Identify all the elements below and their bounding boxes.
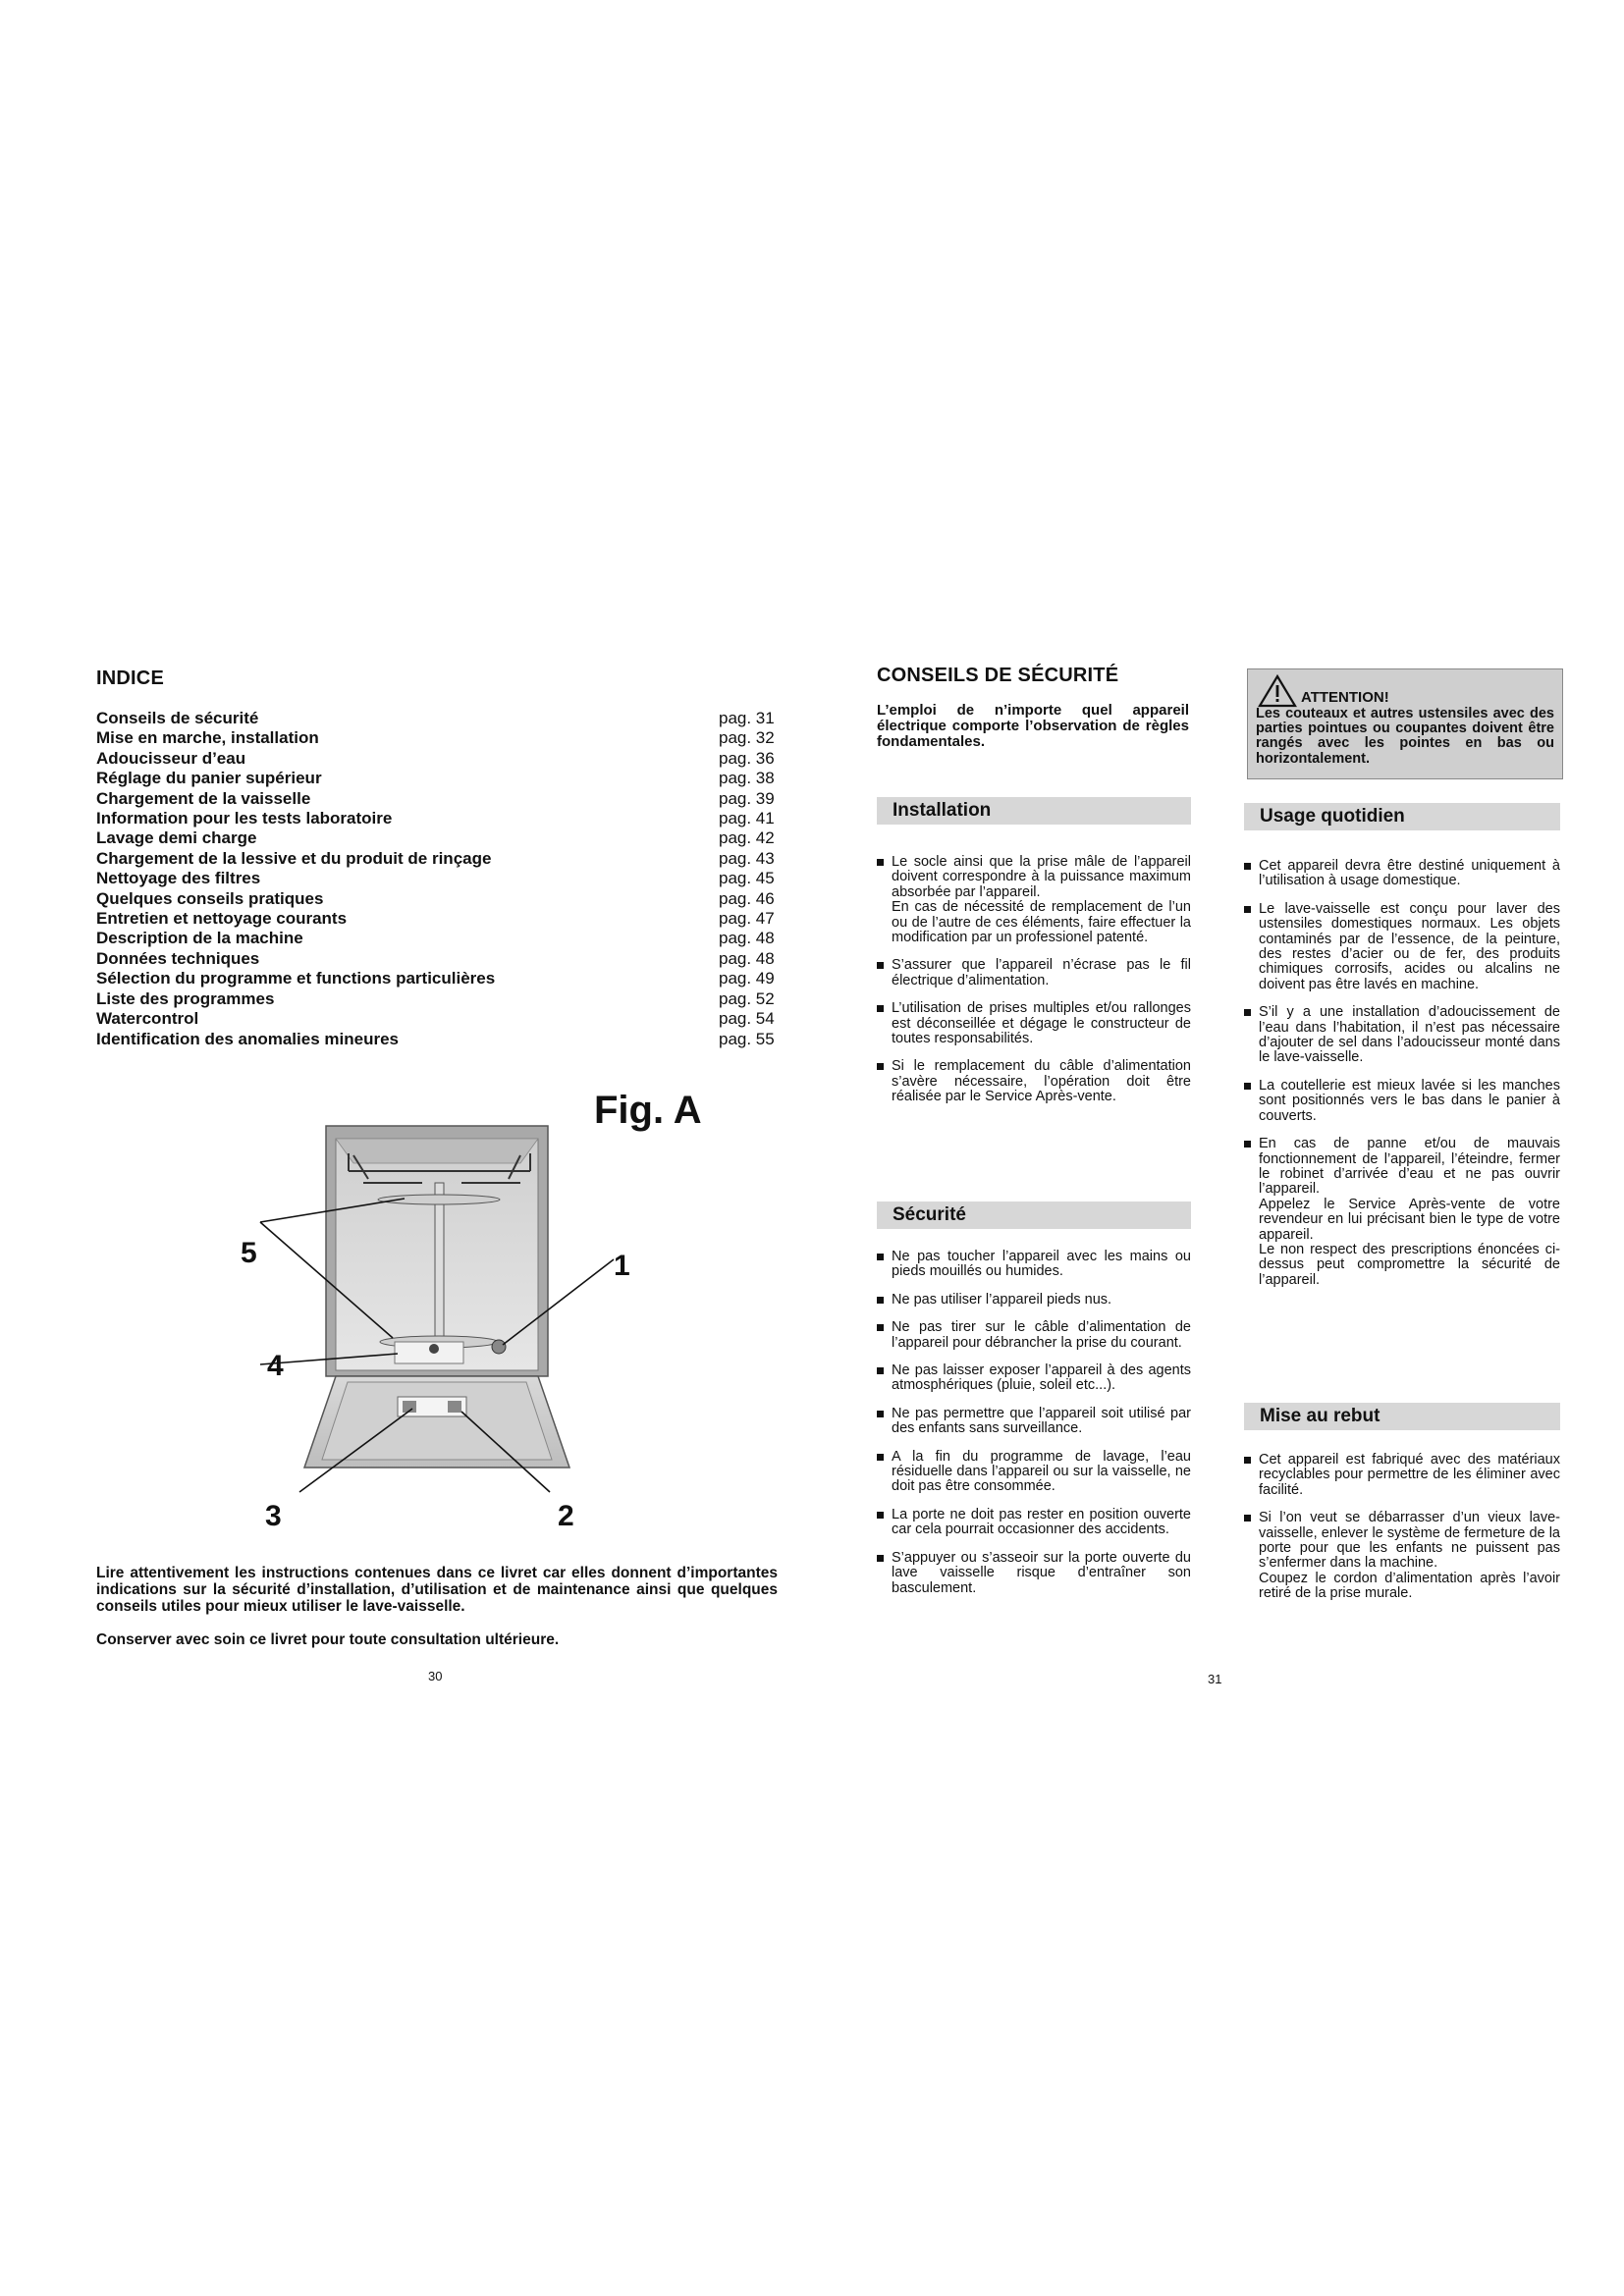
- toc-label: Mise en marche, installation: [96, 728, 319, 748]
- list-item: Cet appareil devra être destiné uniquement à l’utilisation à usage domestique.: [1244, 859, 1560, 889]
- list-item: Cet appareil est fabriqué avec des matériaux recyclables pour permettre de les éliminer avec facilité.: [1244, 1453, 1560, 1498]
- bullet-icon: [877, 859, 884, 866]
- toc-page: pag. 45: [719, 869, 775, 888]
- bullet-icon: [877, 1005, 884, 1012]
- toc-row: [96, 728, 782, 748]
- callout-label-2: 2: [558, 1500, 574, 1532]
- list-item: Ne pas toucher l’appareil avec les mains ou pieds mouillés ou humides.: [877, 1250, 1191, 1280]
- list-item: Ne pas utiliser l’appareil pieds nus.: [877, 1293, 1191, 1308]
- bullet-icon: [1244, 1009, 1251, 1016]
- toc-label: Conseils de sécurité: [96, 709, 259, 727]
- callout-label-3: 3: [265, 1500, 282, 1532]
- usage-section: [1244, 803, 1560, 1301]
- list-item: Ne pas laisser exposer l’appareil à des agents atmosphériques (pluie, soleil etc...).: [877, 1363, 1191, 1394]
- rebut-list: [1244, 1453, 1560, 1602]
- toc-page: pag. 32: [719, 728, 775, 748]
- bullet-icon: [877, 1555, 884, 1562]
- list-item: La porte ne doit pas rester en position ouverte car cela pourrait occasionner des accidents.: [877, 1508, 1191, 1538]
- bullet-icon: [877, 1063, 884, 1070]
- bullet-icon: [877, 962, 884, 969]
- installation-section: [877, 797, 1191, 1118]
- list-item: La coutellerie est mieux lavée si les manches sont positionnés vers le bas dans le panier à couverts.: [1244, 1079, 1560, 1124]
- list-item: S’il y a une installation d’adoucissement de l’eau dans l’habitation, il n’est pas nécessaire d’ajouter de sel dans l’adoucisseur monté dans le lave-vaisselle.: [1244, 1005, 1560, 1066]
- toc-label: Quelques conseils pratiques: [96, 888, 324, 908]
- toc-row: [96, 949, 782, 969]
- installation-title: Installation: [877, 797, 1191, 825]
- list-item: Ne pas tirer sur le câble d’alimentation de l’appareil pour débrancher la prise du courant.: [877, 1320, 1191, 1351]
- safety-heading: CONSEILS DE SÉCURITÉ: [877, 665, 1119, 686]
- callout-label-4: 4: [267, 1350, 284, 1382]
- bullet-icon: [1244, 1515, 1251, 1522]
- usage-list: [1244, 859, 1560, 1288]
- toc-label: Information pour les tests laboratoire: [96, 809, 393, 828]
- bullet-icon: [1244, 1083, 1251, 1090]
- keep-note: Conserver avec soin ce livret pour toute consultation ultérieure.: [96, 1631, 560, 1648]
- toc-label: Sélection du programme et functions particulières: [96, 969, 496, 988]
- securite-title: Sécurité: [877, 1201, 1191, 1229]
- list-item: Si l’on veut se débarrasser d’un vieux lave-vaisselle, enlever le système de fermeture de la porte pour que les enfants ne puissent pas s’enfermer dans la machine. Coupez le cordon d’alimentation après l’avoir retiré de la prise murale.: [1244, 1511, 1560, 1601]
- list-item: L’utilisation de prises multiples et/ou rallonges est déconseillée et dégage le constructeur de toutes responsabilités.: [877, 1001, 1191, 1046]
- toc-row: [96, 849, 782, 869]
- toc-label: Lavage demi charge: [96, 828, 257, 848]
- toc-row: [96, 909, 782, 929]
- bullet-icon: [1244, 1457, 1251, 1464]
- bullet-icon: [877, 1512, 884, 1519]
- toc-label: Chargement de la lessive et du produit de rinçage: [96, 848, 492, 868]
- toc-label: Liste des programmes: [96, 988, 275, 1008]
- toc-row: [96, 889, 782, 909]
- bullet-icon: [1244, 906, 1251, 913]
- toc-page: pag. 55: [719, 1029, 775, 1048]
- toc-row: [96, 989, 782, 1009]
- rebut-section: [1244, 1403, 1560, 1615]
- page-number-right: 31: [1208, 1672, 1222, 1686]
- list-item: En cas de panne et/ou de mauvais fonctionnement de l’appareil, l’éteindre, fermer le robinet d’arrivée d’eau et ne pas ouvrir l’appareil. Appelez le Service Après-vente de votre revendeur en lui précisant bien le type de votre appareil. Le non respect des prescriptions énoncées ci-dessus peut compromettre la sécurité de l’appareil.: [1244, 1137, 1560, 1288]
- toc-row: [96, 809, 782, 828]
- callout-label-1: 1: [614, 1250, 630, 1282]
- index-heading: INDICE: [96, 667, 164, 689]
- toc-page: pag. 47: [719, 909, 775, 929]
- bullet-icon: [1244, 863, 1251, 870]
- dishwasher-door: [304, 1376, 569, 1468]
- toc-label: Réglage du panier supérieur: [96, 769, 322, 788]
- toc-row: [96, 789, 782, 809]
- toc-label: Description de la machine: [96, 929, 303, 948]
- list-item: S’appuyer ou s’asseoir sur la porte ouverte du lave vaisselle risque d’entraîner son basculement.: [877, 1551, 1191, 1596]
- installation-list: [877, 855, 1191, 1105]
- toc-page: pag. 54: [719, 1009, 775, 1029]
- toc-row: [96, 929, 782, 948]
- attention-box: [1247, 668, 1563, 779]
- attention-text: Les couteaux et autres ustensiles avec des parties pointues ou coupantes doivent être rangés avec les pointes en bas ou horizontalement.: [1256, 706, 1554, 767]
- bullet-icon: [877, 1297, 884, 1304]
- toc-page: pag. 38: [719, 769, 775, 788]
- bullet-icon: [877, 1454, 884, 1461]
- warning-triangle-icon: [1258, 674, 1297, 708]
- toc-page: pag. 36: [719, 748, 775, 768]
- list-item: Si le remplacement du câble d’alimentation s’avère nécessaire, l’opération doit être réalisée par le Service Après-vente.: [877, 1059, 1191, 1104]
- toc-page: pag. 31: [719, 709, 775, 727]
- reading-note: Lire attentivement les instructions contenues dans ce livret car elles donnent d’importantes indications sur la sécurité d’installation, d’utilisation et de maintenance ainsi que quelques conseils utiles pour mieux utiliser le lave-vaisselle.: [96, 1565, 778, 1615]
- toc-label: Données techniques: [96, 948, 260, 968]
- figure-a: [226, 1085, 736, 1556]
- bullet-icon: [877, 1367, 884, 1374]
- page-number-left: 30: [428, 1669, 443, 1683]
- toc-label: Watercontrol: [96, 1009, 199, 1029]
- toc-row: [96, 1009, 782, 1029]
- toc-row: [96, 749, 782, 769]
- toc-row: [96, 769, 782, 788]
- bullet-icon: [877, 1411, 884, 1417]
- securite-section: [877, 1201, 1191, 1609]
- list-item: S’assurer que l’appareil n’écrase pas le fil électrique d’alimentation.: [877, 958, 1191, 988]
- toc-page: pag. 48: [719, 948, 775, 968]
- toc-row: [96, 1030, 782, 1049]
- list-item: A la fin du programme de lavage, l’eau résiduelle dans l’appareil ou sur la vaisselle, ne doit pas être consommée.: [877, 1450, 1191, 1495]
- toc-row: [96, 709, 782, 728]
- toc-page: pag. 41: [719, 809, 775, 828]
- bullet-icon: [877, 1254, 884, 1260]
- toc-page: pag. 43: [719, 848, 775, 868]
- list-item: Le socle ainsi que la prise mâle de l’appareil doivent correspondre à la puissance maximum absorbée par l’appareil. En cas de nécessité de remplacement de l’un ou de l’autre de ces éléments, faire effectuer la modification par un professionel patenté.: [877, 855, 1191, 945]
- toc-page: pag. 48: [719, 929, 775, 948]
- callout-label-5: 5: [241, 1237, 257, 1269]
- toc-row: [96, 869, 782, 888]
- toc-page: pag. 49: [719, 969, 775, 988]
- rebut-title: Mise au rebut: [1244, 1403, 1560, 1430]
- toc-page: pag. 39: [719, 788, 775, 808]
- table-of-contents: [96, 709, 782, 1049]
- toc-label: Entretien et nettoyage courants: [96, 909, 348, 929]
- toc-row: [96, 828, 782, 848]
- toc-label: Adoucisseur d’eau: [96, 748, 246, 768]
- toc-page: pag. 52: [719, 988, 775, 1008]
- toc-label: Nettoyage des filtres: [96, 869, 261, 888]
- toc-page: pag. 42: [719, 828, 775, 848]
- toc-page: pag. 46: [719, 888, 775, 908]
- usage-title: Usage quotidien: [1244, 803, 1560, 830]
- list-item: Ne pas permettre que l’appareil soit utilisé par des enfants sans surveillance.: [877, 1407, 1191, 1437]
- toc-label: Identification des anomalies mineures: [96, 1029, 399, 1048]
- dishwasher-illustration: [226, 1085, 736, 1556]
- toc-row: [96, 969, 782, 988]
- bullet-icon: [1244, 1141, 1251, 1148]
- figure-title: Fig. A: [594, 1089, 702, 1132]
- safety-intro: L’emploi de n’importe quel appareil électrique comporte l’observation de règles fondamentales.: [877, 702, 1189, 750]
- attention-title: ATTENTION!: [1301, 689, 1389, 706]
- bullet-icon: [877, 1324, 884, 1331]
- list-item: Le lave-vaisselle est conçu pour laver des ustensiles domestiques normaux. Les objets contaminés par de l’essence, de la peinture, des restes d’acier ou de fer, des produits chimiques corrosifs, acides ou alcalins ne doivent pas être lavés en machine.: [1244, 902, 1560, 992]
- securite-list: [877, 1250, 1191, 1596]
- toc-label: Chargement de la vaisselle: [96, 788, 311, 808]
